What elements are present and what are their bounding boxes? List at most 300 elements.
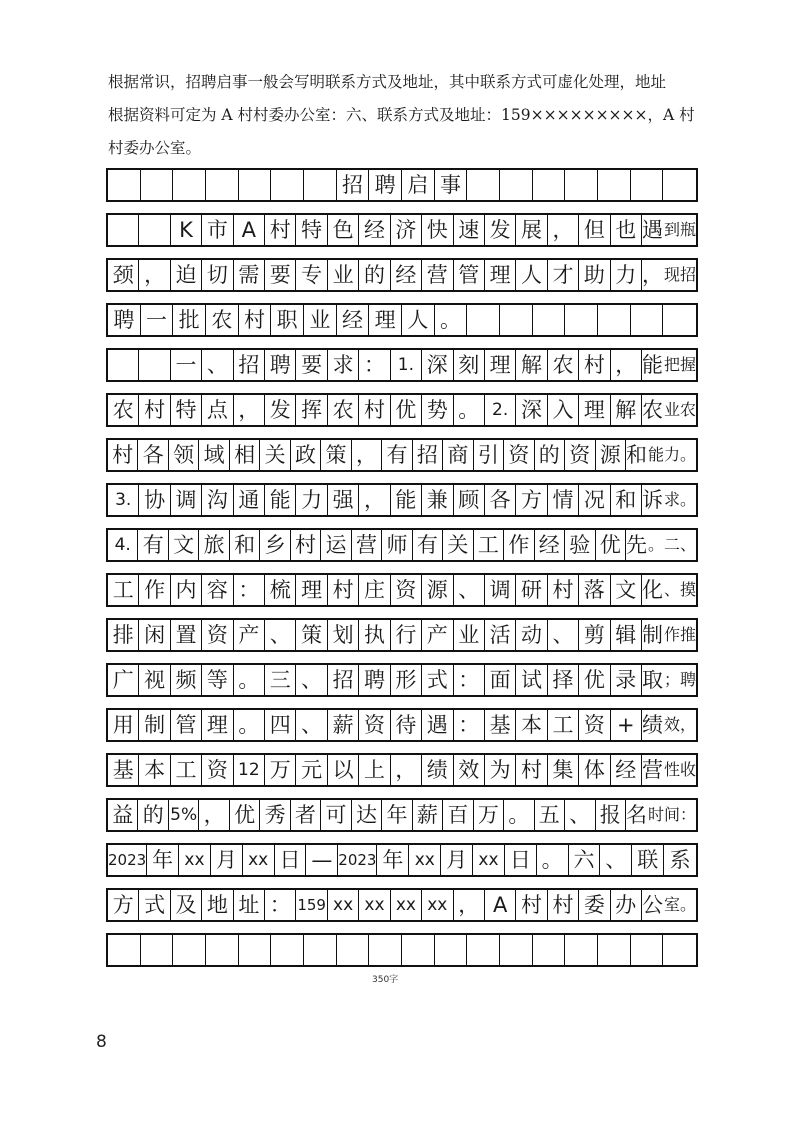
grid-cell xyxy=(206,935,239,965)
grid-cell: 月 xyxy=(441,845,473,875)
grid-row xyxy=(106,843,698,877)
grid-cell: 深 xyxy=(422,350,453,380)
grid-cell: 四 xyxy=(265,710,296,740)
grid-cell: 报 xyxy=(596,800,626,830)
intro-paragraph xyxy=(108,66,698,165)
grid-cell xyxy=(304,170,337,200)
grid-cell: 本 xyxy=(139,755,170,785)
grid-cell: 待 xyxy=(391,710,422,740)
grid-cell: 频 xyxy=(171,665,202,695)
grid-cell: 、 xyxy=(296,665,327,695)
grid-cell: 内 xyxy=(171,575,202,605)
grid-cell: 政 xyxy=(291,440,321,470)
grid-cell: 村 xyxy=(548,890,579,920)
grid-overflow-char: 作推 xyxy=(663,625,696,644)
grid-cell: 乡 xyxy=(260,530,290,560)
grid-row xyxy=(106,798,698,832)
grid-cell: ， xyxy=(391,755,422,785)
grid-cell xyxy=(108,215,139,245)
grid-cell: 一 xyxy=(141,305,174,335)
grid-cell: 日 xyxy=(505,845,537,875)
grid-cell: 择 xyxy=(548,665,579,695)
grid-cell: 名 时间： xyxy=(625,802,696,827)
grid-cell xyxy=(271,935,304,965)
grid-cell xyxy=(139,350,170,380)
grid-overflow-char: 现招 xyxy=(663,265,696,284)
grid-cell xyxy=(663,935,696,965)
grid-cell: 地 xyxy=(202,890,233,920)
grid-cell xyxy=(598,170,631,200)
grid-cell: 方 xyxy=(108,890,139,920)
grid-cell: 切 xyxy=(202,260,233,290)
grid-cell: 和 xyxy=(230,530,260,560)
grid-cell: 试 xyxy=(516,665,547,695)
grid-cell: 面 xyxy=(485,665,516,695)
grid-cell: 万 xyxy=(265,755,296,785)
grid-cell: 集 xyxy=(548,755,579,785)
grid-cell: 深 xyxy=(516,395,547,425)
grid-cell: 解 xyxy=(611,395,642,425)
grid-cell: 源 xyxy=(422,575,453,605)
grid-row xyxy=(106,573,698,607)
grid-cell: A xyxy=(485,890,516,920)
grid-cell xyxy=(139,215,170,245)
grid-row xyxy=(106,213,698,247)
grid-cell: 通 xyxy=(234,485,265,515)
grid-cell: 资 xyxy=(565,440,595,470)
grid-cell: 聘 xyxy=(108,305,141,335)
grid-cell: 薪 xyxy=(413,800,443,830)
grid-cell: 势 xyxy=(422,395,453,425)
grid-cell: xx xyxy=(328,890,359,920)
grid-cell: 兼 xyxy=(422,485,453,515)
grid-cell: 及 xyxy=(171,890,202,920)
grid-overflow-char: 时间： xyxy=(647,805,696,824)
grid-cell: 相 xyxy=(230,440,260,470)
grid-cell: 制 xyxy=(139,710,170,740)
grid-cell: 启 xyxy=(402,170,435,200)
grid-cell xyxy=(598,305,631,335)
grid-cell: 业 xyxy=(304,305,337,335)
grid-cell: 招 xyxy=(413,440,443,470)
grid-cell: 事 xyxy=(435,170,468,200)
grid-cell: 一 xyxy=(171,350,202,380)
grid-cell: 遇 到瓶 xyxy=(641,217,696,242)
grid-cell: ， xyxy=(139,260,170,290)
grid-cell: 资 xyxy=(359,710,390,740)
grid-cell: 活 xyxy=(485,620,516,650)
grid-cell xyxy=(631,305,664,335)
grid-cell: 式 xyxy=(422,665,453,695)
grid-cell: 5% xyxy=(169,800,199,830)
grid-cell: xx xyxy=(179,845,211,875)
grid-cell: 村 xyxy=(139,395,170,425)
grid-cell: 沟 xyxy=(202,485,233,515)
grid-cell: 。 xyxy=(537,845,569,875)
grid-cell: 求 xyxy=(328,350,359,380)
grid-cell: 村 xyxy=(548,575,579,605)
grid-cell: 营 xyxy=(352,530,382,560)
grid-cell: 行 xyxy=(391,620,422,650)
grid-cell: 农 xyxy=(328,395,359,425)
grid-cell: 要 xyxy=(296,350,327,380)
grid-cell: 村 xyxy=(516,755,547,785)
grid-cell: 文 xyxy=(169,530,199,560)
grid-cell: 元 xyxy=(296,755,327,785)
grid-cell: 村 xyxy=(359,395,390,425)
grid-cell: 、 xyxy=(600,845,632,875)
grid-cell: + xyxy=(611,710,642,740)
grid-cell: ： xyxy=(234,575,265,605)
grid-cell: 引 xyxy=(474,440,504,470)
grid-cell xyxy=(206,170,239,200)
grid-cell: 发 xyxy=(265,395,296,425)
grid-cell: 入 xyxy=(548,395,579,425)
grid-cell: 辑 xyxy=(611,620,642,650)
grid-cell: xx xyxy=(359,890,390,920)
grid-cell xyxy=(533,305,566,335)
grid-cell: 优 xyxy=(230,800,260,830)
grid-cell: 经 xyxy=(359,215,390,245)
grid-cell xyxy=(141,170,174,200)
grid-cell: 。 xyxy=(504,800,534,830)
grid-row xyxy=(106,528,698,562)
grid-cell: 需 xyxy=(234,260,265,290)
grid-row xyxy=(106,393,698,427)
grid-cell: 特 xyxy=(171,395,202,425)
grid-cell: 。 xyxy=(234,665,265,695)
grid-cell: 薪 xyxy=(328,710,359,740)
grid-cell xyxy=(402,935,435,965)
grid-cell: 有 xyxy=(413,530,443,560)
grid-cell: 协 xyxy=(139,485,170,515)
grid-cell: 但 xyxy=(579,215,610,245)
grid-cell: 落 xyxy=(579,575,610,605)
grid-cell xyxy=(500,935,533,965)
grid-cell: 达 xyxy=(352,800,382,830)
grid-cell: 旅 xyxy=(199,530,229,560)
grid-cell: 理 xyxy=(485,260,516,290)
grid-cell: 闲 xyxy=(139,620,170,650)
grid-cell: 聘 xyxy=(359,665,390,695)
grid-cell: 村 xyxy=(265,215,296,245)
grid-cell: 排 xyxy=(108,620,139,650)
grid-cell xyxy=(141,935,174,965)
grid-row xyxy=(106,618,698,652)
grid-row xyxy=(106,933,698,967)
grid-cell: xx xyxy=(473,845,505,875)
grid-cell: 工 xyxy=(171,755,202,785)
grid-cell: 颈 xyxy=(108,260,139,290)
grid-cell: 管 xyxy=(454,260,485,290)
grid-cell: 师 xyxy=(382,530,412,560)
grid-cell: 。 xyxy=(234,710,265,740)
grid-cell: 助 xyxy=(579,260,610,290)
grid-cell: 经 xyxy=(391,260,422,290)
grid-cell: 特 xyxy=(296,215,327,245)
grid-cell: 执 xyxy=(359,620,390,650)
grid-cell: 五 xyxy=(535,800,565,830)
grid-cell: 资 xyxy=(504,440,534,470)
grid-overflow-char: 业农 xyxy=(663,400,696,419)
grid-cell: 力 xyxy=(296,485,327,515)
grid-cell: 以 xyxy=(328,755,359,785)
grid-cell: 、 xyxy=(548,620,579,650)
grid-cell xyxy=(565,305,598,335)
grid-cell xyxy=(631,170,664,200)
grid-row xyxy=(106,303,698,337)
grid-cell: A xyxy=(234,215,265,245)
grid-cell: 本 xyxy=(516,710,547,740)
grid-cell: 调 xyxy=(171,485,202,515)
grid-cell: 色 xyxy=(328,215,359,245)
grid-cell: 招 xyxy=(234,350,265,380)
grid-cell: 秀 xyxy=(260,800,290,830)
grid-cell: 资 xyxy=(391,575,422,605)
grid-cell xyxy=(631,935,664,965)
grid-cell: 经 xyxy=(611,755,642,785)
grid-cell: ， xyxy=(359,485,390,515)
grid-cell: 情 xyxy=(548,485,579,515)
grid-overflow-char: ；聘 xyxy=(663,670,696,689)
grid-cell xyxy=(500,170,533,200)
grid-cell: 专 xyxy=(296,260,327,290)
grid-cell: 剪 xyxy=(579,620,610,650)
grid-cell: 业 xyxy=(454,620,485,650)
grid-cell: 展 xyxy=(516,215,547,245)
grid-overflow-char: 求。 xyxy=(663,490,696,509)
grid-cell: 有 xyxy=(382,440,412,470)
grid-cell: 年 xyxy=(377,845,409,875)
grid-cell: 村 xyxy=(328,575,359,605)
grid-cell xyxy=(304,935,337,965)
grid-cell: 挥 xyxy=(296,395,327,425)
grid-cell: 调 xyxy=(485,575,516,605)
grid-cell: 快 xyxy=(422,215,453,245)
grid-cell: 解 xyxy=(516,350,547,380)
grid-cell: 和 xyxy=(611,485,642,515)
grid-cell: 关 xyxy=(260,440,290,470)
grid-cell: 村 xyxy=(579,350,610,380)
grid-cell: 。 xyxy=(435,305,468,335)
grid-cell: 村 xyxy=(239,305,272,335)
grid-cell: ： xyxy=(265,890,296,920)
grid-cell: 视 xyxy=(139,665,170,695)
grid-cell: 强 xyxy=(328,485,359,515)
grid-cell: 工 xyxy=(474,530,504,560)
grid-row xyxy=(106,348,698,382)
grid-cell xyxy=(239,935,272,965)
grid-cell: 工 xyxy=(548,710,579,740)
grid-cell: 人 xyxy=(402,305,435,335)
grid-cell: 上 xyxy=(359,755,390,785)
grid-cell: ， xyxy=(352,440,382,470)
grid-cell: 诉 求。 xyxy=(641,487,696,512)
grid-cell: 办 xyxy=(611,890,642,920)
grid-cell: 的 xyxy=(535,440,565,470)
grid-cell: 的 xyxy=(359,260,390,290)
grid-cell: 职 xyxy=(271,305,304,335)
grid-overflow-char: 性收 xyxy=(663,760,696,779)
grid-cell: ， xyxy=(611,350,642,380)
grid-cell: 和 能力。 xyxy=(625,442,696,467)
grid-cell: — xyxy=(306,845,338,875)
grid-cell: 人 xyxy=(516,260,547,290)
grid-cell: ， xyxy=(454,890,485,920)
grid-cell: 方 xyxy=(516,485,547,515)
grid-cell: 划 xyxy=(328,620,359,650)
grid-cell: 用 xyxy=(108,710,139,740)
grid-cell xyxy=(108,170,141,200)
grid-cell: 有 xyxy=(138,530,168,560)
grid-cell: 形 xyxy=(391,665,422,695)
grid-row xyxy=(106,483,698,517)
grid-cell: 源 xyxy=(596,440,626,470)
grid-cell: 159 xyxy=(296,890,327,920)
grid-cell: 招 xyxy=(328,665,359,695)
grid-cell: 、 xyxy=(296,710,327,740)
grid-cell: 者 xyxy=(291,800,321,830)
grid-cell: 作 xyxy=(139,575,170,605)
grid-cell xyxy=(337,935,370,965)
grid-cell xyxy=(598,935,631,965)
grid-cell: 庄 xyxy=(359,575,390,605)
grid-cell: 管 xyxy=(171,710,202,740)
grid-cell: 各 xyxy=(485,485,516,515)
grid-cell: 聘 xyxy=(265,350,296,380)
grid-cell: 联 xyxy=(632,845,664,875)
grid-row xyxy=(106,663,698,697)
grid-cell: 营 性收 xyxy=(641,757,696,782)
grid-cell: 先 。二、 xyxy=(625,532,696,557)
grid-cell: 取 ；聘 xyxy=(641,667,696,692)
grid-cell: 优 xyxy=(579,665,610,695)
grid-cell: 动 xyxy=(516,620,547,650)
grid-cell xyxy=(467,935,500,965)
grid-cell: 制 作推 xyxy=(641,622,696,647)
grid-overflow-char: 效， xyxy=(663,715,696,734)
grid-cell: 速 xyxy=(454,215,485,245)
grid-cell: 域 xyxy=(199,440,229,470)
grid-cell xyxy=(108,350,139,380)
grid-cell: 系 xyxy=(669,847,691,872)
grid-cell: 资 xyxy=(202,620,233,650)
grid-cell: 市 xyxy=(202,215,233,245)
grid-cell: 经 xyxy=(337,305,370,335)
grid-cell: 1. xyxy=(391,350,422,380)
intro-line: 根据资料可定为 A 村村委办公室：六、联系方式及地址：159×××××××××，A 村 xyxy=(108,106,695,124)
grid-cell: ， xyxy=(548,215,579,245)
grid-cell: 12 xyxy=(234,755,265,785)
grid-cell: 招 xyxy=(337,170,370,200)
grid-cell: 村 xyxy=(291,530,321,560)
grid-cell: 策 xyxy=(296,620,327,650)
grid-cell: 广 xyxy=(108,665,139,695)
grid-cell: xx xyxy=(243,845,275,875)
grid-cell: 聘 xyxy=(369,170,402,200)
grid-cell: 日 xyxy=(275,845,307,875)
grid-cell: 2023 xyxy=(338,845,377,875)
grid-cell: xx xyxy=(391,890,422,920)
grid-cell: xx xyxy=(422,890,453,920)
grid-cell: 绩 xyxy=(422,755,453,785)
grid-cell xyxy=(467,305,500,335)
grid-cell: 六 xyxy=(569,845,601,875)
grid-cell: 能 把握 xyxy=(641,352,696,377)
grid-cell: 才 xyxy=(548,260,579,290)
grid-cell xyxy=(565,170,598,200)
grid-cell: 也 xyxy=(611,215,642,245)
grid-cell: 3. xyxy=(108,485,139,515)
grid-cell: 力 xyxy=(611,260,642,290)
grid-cell: 况 xyxy=(579,485,610,515)
word-count-label: 350字 xyxy=(372,975,399,985)
grid-cell: 产 xyxy=(234,620,265,650)
grid-cell: 迫 xyxy=(171,260,202,290)
grid-cell: ， xyxy=(234,395,265,425)
grid-cell: 录 xyxy=(611,665,642,695)
grid-cell: 效 xyxy=(454,755,485,785)
grid-cell: 、 xyxy=(265,620,296,650)
grid-cell: xx xyxy=(409,845,441,875)
grid-cell: 梳 xyxy=(265,575,296,605)
grid-cell: 农 xyxy=(206,305,239,335)
grid-row xyxy=(106,753,698,787)
grid-cell: 遇 xyxy=(422,710,453,740)
grid-row xyxy=(106,888,698,922)
grid-row xyxy=(106,168,698,202)
grid-cell: 址 xyxy=(234,890,265,920)
grid-cell: 刻 xyxy=(454,350,485,380)
grid-cell: 关 xyxy=(443,530,473,560)
grid-cell: ： xyxy=(454,665,485,695)
grid-overflow-char: 能力。 xyxy=(647,445,696,464)
grid-cell xyxy=(108,935,141,965)
grid-cell: 基 xyxy=(485,710,516,740)
grid-cell xyxy=(500,305,533,335)
grid-cell: 能 xyxy=(265,485,296,515)
grid-cell: 理 xyxy=(369,305,402,335)
grid-cell: ： xyxy=(359,350,390,380)
grid-cell: 理 xyxy=(579,395,610,425)
grid-cell: ， 现招 xyxy=(641,262,696,287)
grid-overflow-char: 到瓶 xyxy=(663,220,696,239)
grid-cell: 营 xyxy=(422,260,453,290)
grid-cell: 三 xyxy=(265,665,296,695)
grid-cell xyxy=(271,170,304,200)
grid-cell: 、 xyxy=(454,575,485,605)
grid-cell: 。 xyxy=(454,395,485,425)
grid-cell: 村 xyxy=(516,890,547,920)
grid-cell xyxy=(239,170,272,200)
grid-cell: 资 xyxy=(579,710,610,740)
grid-cell: 资 xyxy=(202,755,233,785)
grid-cell: 商 xyxy=(443,440,473,470)
grid-cell: 工 xyxy=(108,575,139,605)
grid-cell: 农 业农 xyxy=(641,397,696,422)
grid-cell: 发 xyxy=(485,215,516,245)
grid-cell: 领 xyxy=(169,440,199,470)
grid-cell: 的 xyxy=(138,800,168,830)
grid-cell xyxy=(173,935,206,965)
grid-cell: 公 室。 xyxy=(641,892,696,917)
grid-cell: 容 xyxy=(202,575,233,605)
grid-cell: 运 xyxy=(321,530,351,560)
grid-cell: 优 xyxy=(391,395,422,425)
grid-cell xyxy=(663,170,696,200)
grid-cell: 体 xyxy=(579,755,610,785)
grid-cell xyxy=(565,935,598,965)
